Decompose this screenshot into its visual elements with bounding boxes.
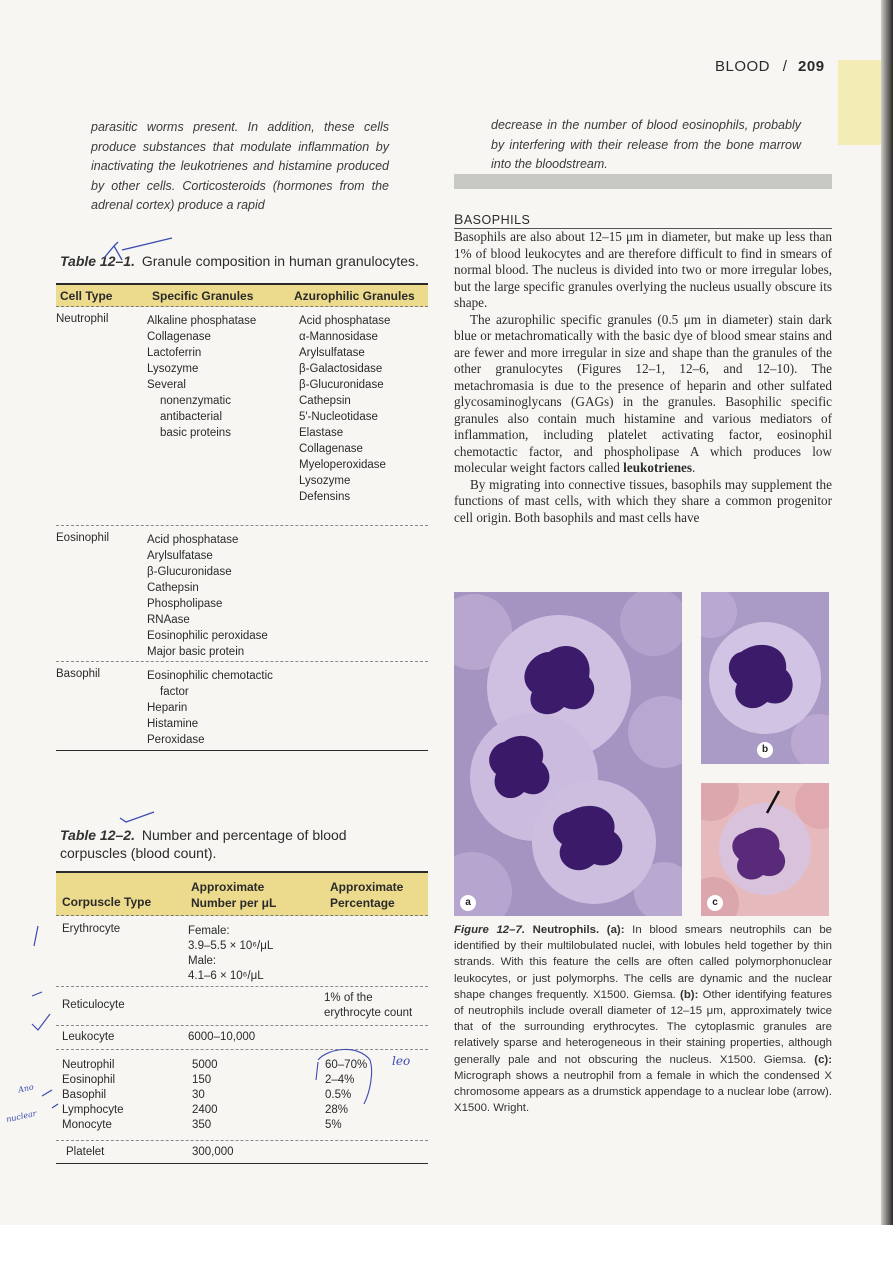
table-row [56,662,428,751]
running-head-separator: / [782,58,788,75]
panel-label-c: c [707,895,723,911]
basophils-paragraph-3: By migrating into connective tissues, basophils may supplement the functions of mast cells, with which they share a common progenitor cell origin. Both basophils and mast cells have [454,476,832,525]
table-row [56,307,428,526]
table2-header-pct-l1: Approximate [330,880,404,894]
micrograph-panel-a [454,592,682,916]
table2-caption [60,826,380,862]
scan-bottom-margin [0,1225,893,1263]
pen-checkmark-icon [100,236,175,266]
table2-erythrocyte-name: Erythrocyte [62,923,121,935]
table2-reticulocyte-pct: 1% of the erythrocyte count [324,992,413,1019]
running-head-section: BLOOD [715,58,771,75]
table2-header-type: Corpuscle Type [62,895,152,909]
page-number: 209 [798,58,825,75]
micrograph-panel-c [701,783,829,916]
table1-neutrophil-specific: Alkaline phosphatase Collagenase Lactoferrin Lysozyme Several nonenzymatic antibacterial basic proteins [147,315,257,439]
pen-tick-icon [118,808,158,824]
table2-subtype-names: Neutrophil Eosinophil Basophil Lymphocyte Monocyte [62,1059,124,1131]
figure-caption: Figure 12–7. Neutrophils. (a): In blood smears neutrophils can be identified by their multilobulated nuclei, with lobules held together by thin strands. With this feature the cells are often called polymorphonuclear leukocytes, or just polymorphs. The cells are dynamic and the nuclear shape changes frequently. X1500. Giemsa. (b): Other identifying features of neutrophils include overall diameter of 12–15 μm, approximately twice that of the surrounding erythrocytes. The cytoplasmic granules are relatively sparse and heterogeneous in their staining properties, although generally pale and not obscuring the nucleus. X1500. Giemsa. (c): Micrograph shows a neutrophil from a female in which the condensed X chromosome appears as a drumstick appendage to a nuclear lobe (arrow). X1500. Wright. [454,924,832,1115]
handwritten-note-left-2: nuclear [5,1108,38,1125]
granule-composition-table [56,283,428,751]
pen-annotations-icon [28,912,428,1162]
table2-erythrocyte-number: Female: 3.9–5.5 × 10⁶/μL Male: 4.1–6 × 10⁶/μL [188,925,274,982]
table2-header-row [56,871,428,916]
neutrophil-micrograph-b [701,592,829,764]
section-tab [838,60,881,145]
table2-header-number-l2: Number per μL [191,896,277,910]
table1-neutrophil-azurophilic: Acid phosphatase α-Mannosidase Arylsulfatase β-Galactosidase β-Glucuronidase Cathepsin 5′-Nucleotidase Elastase Collagenase Myeloperoxidase Lysozyme Defensins [299,315,391,503]
gray-divider-bar [454,174,832,189]
basophils-heading: BASOPHILS [454,211,832,229]
table2-subtype-pcts: 60–70% 2–4% 0.5% 28% 5% [325,1059,368,1131]
table1-header-specific: Specific Granules [152,289,254,303]
table-row [56,526,428,662]
figure-title: Neutrophils. [532,924,600,936]
table2-number: Table 12–2. [60,827,135,843]
table1-basophil-specific: Eosinophilic chemotactic factor Heparin Histamine Peroxidase [147,670,273,746]
table2-reticulocyte-name: Reticulocyte [62,999,125,1011]
neutrophil-micrograph-a [454,592,682,916]
table2-platelet-number: 300,000 [192,1146,234,1158]
table2-platelet-name: Platelet [66,1146,105,1158]
table1-row-basophil-type: Basophil [56,668,101,680]
page-edge-shadow [881,0,893,1225]
table1-row-eosinophil-type: Eosinophil [56,532,110,544]
table2-subtype-numbers: 5000 150 30 2400 350 [192,1059,218,1131]
table2-leukocyte-number: 6000–10,000 [188,1031,256,1043]
panel-label-a: a [460,895,476,911]
micrograph-panel-b [701,592,829,764]
table2-title: Number and percentage of blood corpuscles (blood count). [60,827,347,861]
table1-header-row [56,283,428,307]
table2-header-number-l1: Approximate [191,880,265,894]
table1-header-cell-type: Cell Type [60,289,113,303]
handwritten-note-right: leo [392,1054,411,1068]
panel-label-b: b [757,742,773,758]
table2-header-pct-l2: Percentage [330,896,395,910]
basophils-paragraph-1: Basophils are also about 12–15 μm in diameter, but make up less than 1% of blood leukocytes and are therefore difficult to find in smears of normal blood. The nucleus is divided into two or more irregular lobes, but the large specific granules overlying the nucleus usually obscure its shape. [454,229,832,310]
table1-row-neutrophil-type: Neutrophil [56,313,109,325]
handwritten-note-left-1: Ano [17,1082,35,1095]
basophils-paragraph-2: The azurophilic specific granules (0.5 μm in diameter) stain dark blue or metachromatically with the basic dye of blood smear stains and are fewer and more irregular in size and shape than the granules of the other granulocytes (Figures 12–1, 12–6, and 12–10). The metachromasia is due to the presence of heparin and other sulfated glycosaminoglycans (GAGs) in the granules. Basophilic specific granules also contain much histamine and various mediators of inflammation, including platelet activating factor, eosinophil chemotactic factor, and phospholipase A which produces low molecular weight factors called leukotrienes. [454,311,832,475]
table1-title: Granule composition in human granulocytes. [141,253,419,269]
right-italic-paragraph: decrease in the number of blood eosinophils, probably by interfering with their release from the bone marrow into the bloodstream. [491,118,801,171]
left-italic-paragraph: parasitic worms present. In addition, these cells produce substances that modulate inflammation by inactivating the leukotrienes and histamine produced by other cells. Corticosteroids (hormones from the adrenal cortex) produce a rapid [91,120,389,212]
basophils-body-text [454,229,832,526]
figure-number: Figure 12–7. [454,924,525,936]
running-head [715,58,825,75]
table1-eosinophil-specific: Acid phosphatase Arylsulfatase β-Glucuronidase Cathepsin Phospholipase RNAase Eosinophilic peroxidase Major basic protein [147,534,268,658]
table2-leukocyte-name: Leukocyte [62,1031,115,1043]
table1-header-azurophilic: Azurophilic Granules [294,289,415,303]
table1-number: Table 12–1. [60,253,135,269]
